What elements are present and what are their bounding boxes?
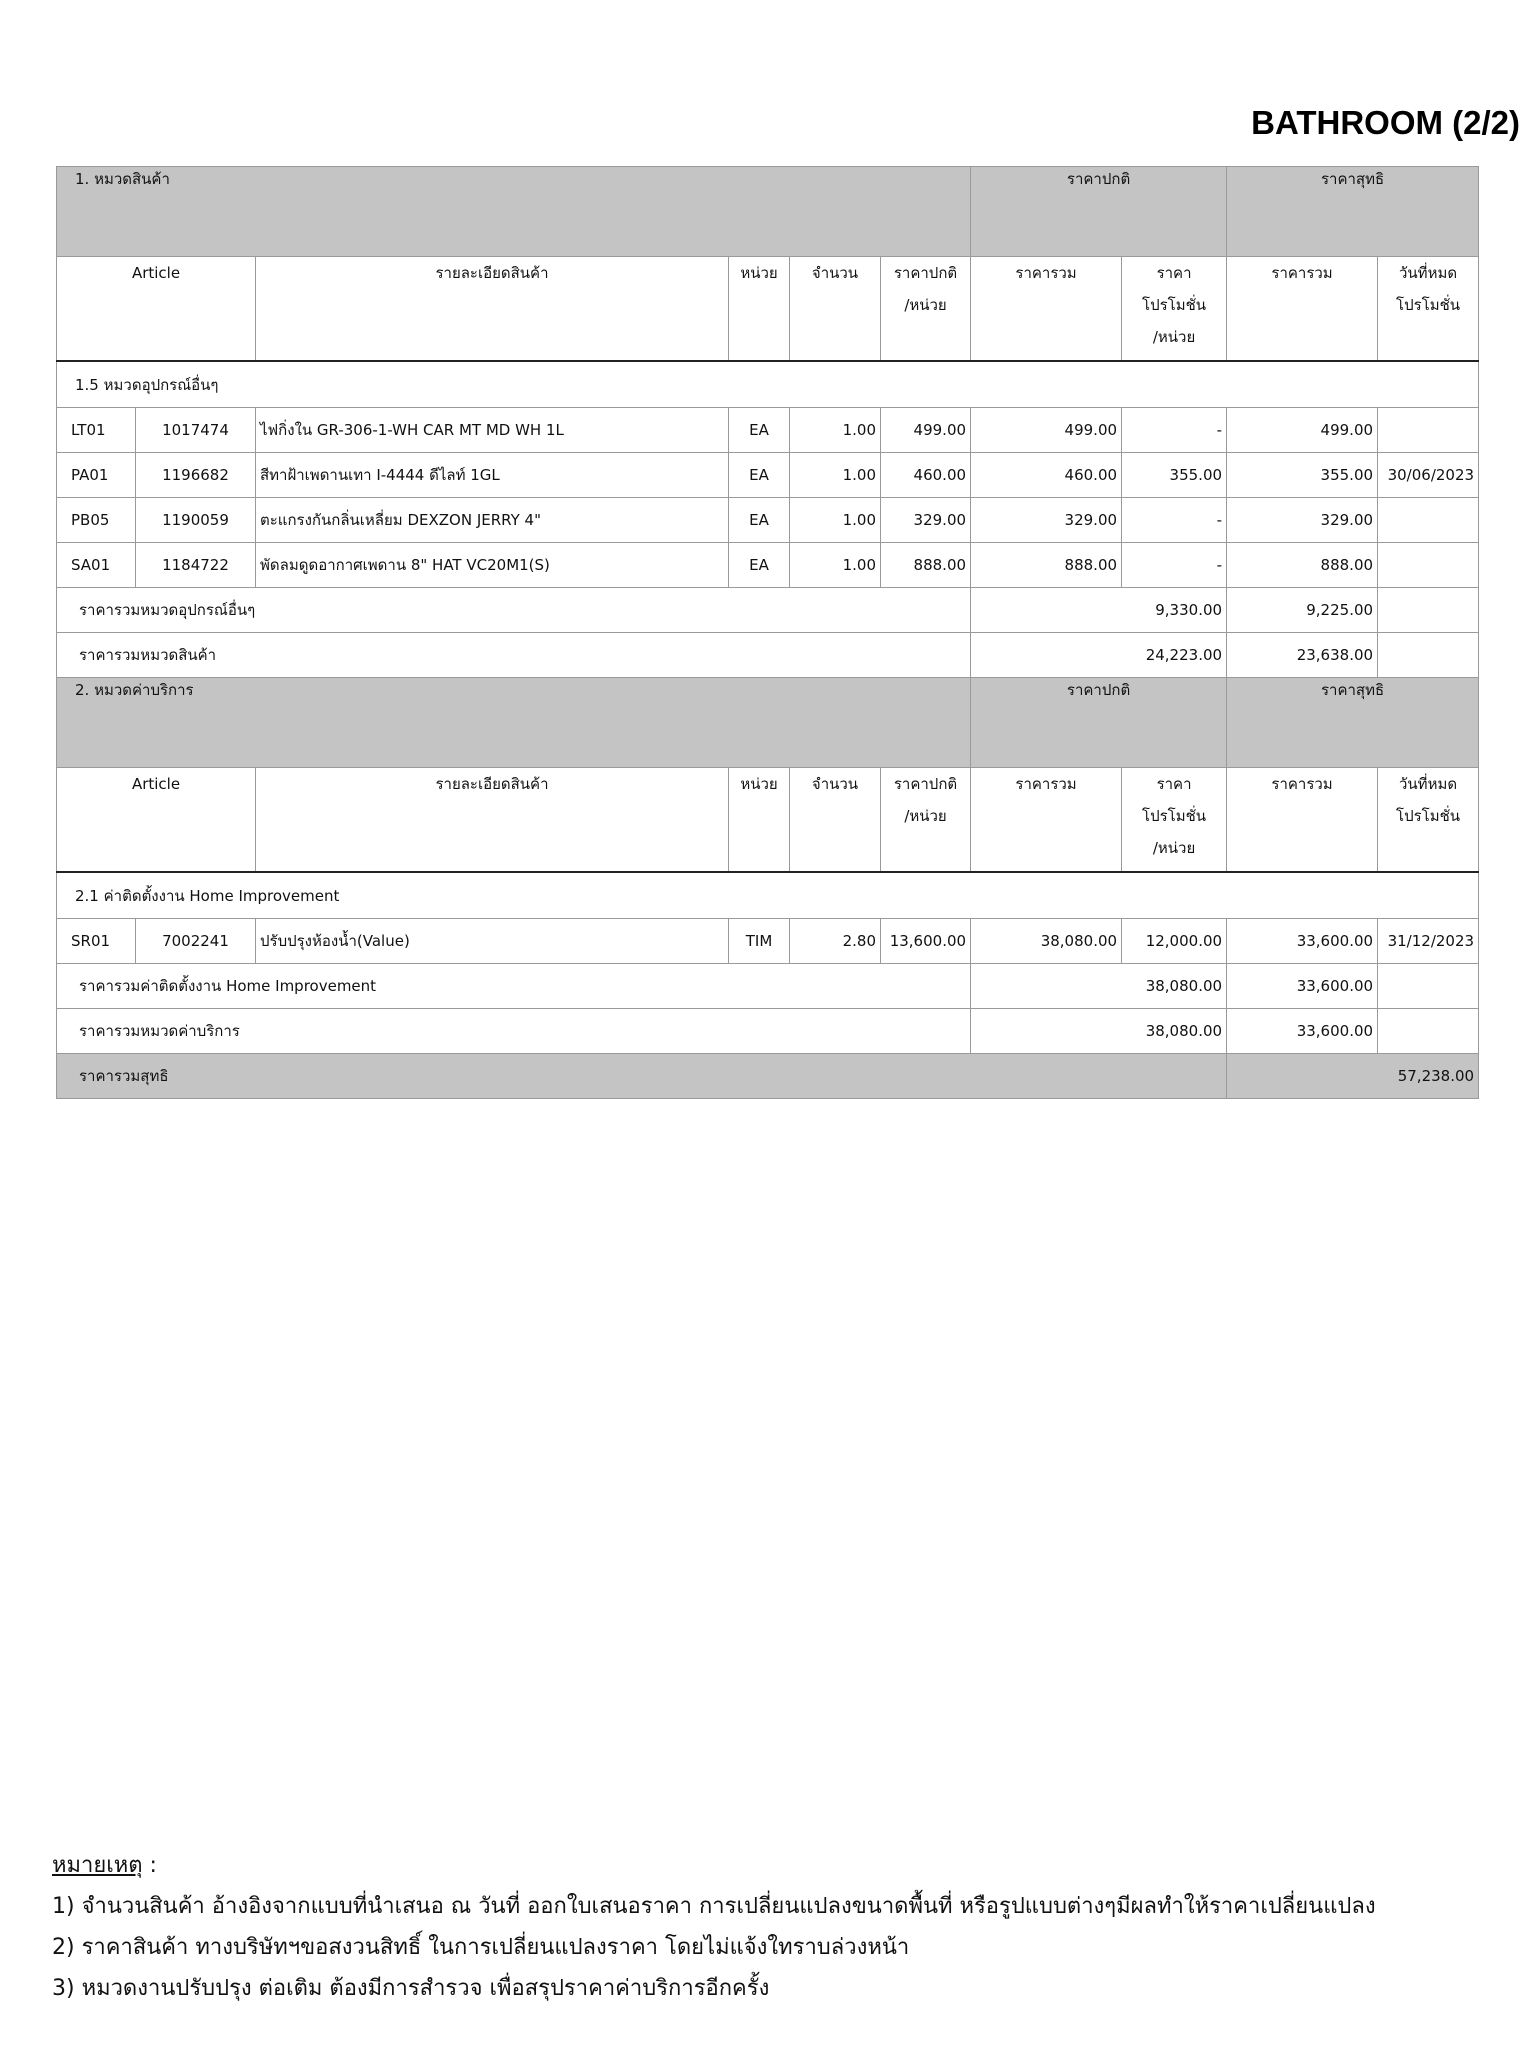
item-unit: TIM bbox=[729, 919, 790, 964]
item-code: PB05 bbox=[57, 498, 136, 543]
item-promo-price: 355.00 bbox=[1122, 453, 1227, 498]
item-code: LT01 bbox=[57, 408, 136, 453]
subtotal-net: 33,600.00 bbox=[1227, 964, 1378, 1009]
item-total: 460.00 bbox=[971, 453, 1122, 498]
item-article: 1190059 bbox=[136, 498, 256, 543]
quotation-table bbox=[56, 166, 1479, 1099]
item-promo-end bbox=[1378, 408, 1479, 453]
col-unit-price bbox=[881, 768, 971, 873]
item-unit-price: 13,600.00 bbox=[881, 919, 971, 964]
item-total: 329.00 bbox=[971, 498, 1122, 543]
col-total: ราคารวม bbox=[971, 768, 1122, 873]
item-total: 499.00 bbox=[971, 408, 1122, 453]
grand-total-value: 57,238.00 bbox=[1227, 1054, 1479, 1099]
item-description: ตะแกรงกันกลิ่นเหลี่ยม DEXZON JERRY 4" bbox=[256, 498, 729, 543]
col-promo-l2: โปรโมชั่น bbox=[1142, 296, 1207, 314]
net-price-header: ราคาสุทธิ bbox=[1227, 678, 1479, 768]
col-article: Article bbox=[57, 768, 256, 873]
col-description: รายละเอียดสินค้า bbox=[256, 768, 729, 873]
item-net-total: 499.00 bbox=[1227, 408, 1378, 453]
col-promo-end-l2: โปรโมชั่น bbox=[1396, 807, 1461, 825]
notes bbox=[52, 1845, 1512, 2009]
item-promo-price: - bbox=[1122, 408, 1227, 453]
item-promo-end: 30/06/2023 bbox=[1378, 453, 1479, 498]
net-price-header: ราคาสุทธิ bbox=[1227, 167, 1479, 257]
subtotal-label: ราคารวมค่าติดตั้งงาน Home Improvement bbox=[57, 964, 971, 1009]
category-total-row bbox=[57, 1009, 1479, 1054]
col-promo-end bbox=[1378, 257, 1479, 362]
item-total: 888.00 bbox=[971, 543, 1122, 588]
item-code: SA01 bbox=[57, 543, 136, 588]
page-title: BATHROOM (2/2) bbox=[1251, 104, 1520, 141]
col-unit-price bbox=[881, 257, 971, 362]
notes-title: หมายเหตุ bbox=[52, 1853, 143, 1878]
col-promo-end bbox=[1378, 768, 1479, 873]
col-unit-price-l2: /หน่วย bbox=[904, 296, 947, 314]
section-header bbox=[57, 678, 1479, 768]
empty-cell bbox=[1378, 633, 1479, 678]
item-article: 7002241 bbox=[136, 919, 256, 964]
col-promo-l1: ราคา bbox=[1156, 264, 1192, 282]
col-total: ราคารวม bbox=[971, 257, 1122, 362]
col-promo-end-l1: วันที่หมด bbox=[1399, 264, 1458, 282]
empty-cell bbox=[1378, 964, 1479, 1009]
col-unit-price-l1: ราคาปกติ bbox=[893, 264, 958, 282]
subtotal-label: ราคารวมหมวดอุปกรณ์อื่นๆ bbox=[57, 588, 971, 633]
item-description: ไฟกิ่งใน GR-306-1-WH CAR MT MD WH 1L bbox=[256, 408, 729, 453]
col-unit-price-l1: ราคาปกติ bbox=[893, 775, 958, 793]
col-description: รายละเอียดสินค้า bbox=[256, 257, 729, 362]
item-row bbox=[57, 453, 1479, 498]
col-net-total: ราคารวม bbox=[1227, 768, 1378, 873]
item-description: สีทาฝ้าเพดานเทา I-4444 ดีไลท์ 1GL bbox=[256, 453, 729, 498]
item-qty: 1.00 bbox=[790, 498, 881, 543]
item-net-total: 888.00 bbox=[1227, 543, 1378, 588]
grand-total-row bbox=[57, 1054, 1479, 1099]
empty-cell bbox=[1378, 588, 1479, 633]
col-promo-l3: /หน่วย bbox=[1152, 839, 1196, 857]
item-unit: EA bbox=[729, 498, 790, 543]
col-unit-price-l2: /หน่วย bbox=[904, 807, 947, 825]
item-qty: 1.00 bbox=[790, 453, 881, 498]
item-unit-price: 329.00 bbox=[881, 498, 971, 543]
section-header bbox=[57, 167, 1479, 257]
subcategory-title: 1.5 หมวดอุปกรณ์อื่นๆ bbox=[57, 361, 1479, 408]
col-promo-end-l1: วันที่หมด bbox=[1399, 775, 1458, 793]
category-total-label: ราคารวมหมวดสินค้า bbox=[57, 633, 971, 678]
section-title: 2. หมวดค่าบริการ bbox=[57, 678, 971, 768]
category-total-net: 23,638.00 bbox=[1227, 633, 1378, 678]
subtotal-row bbox=[57, 964, 1479, 1009]
subtotal-regular: 9,330.00 bbox=[971, 588, 1227, 633]
category-total-regular: 38,080.00 bbox=[971, 1009, 1227, 1054]
col-promo-price bbox=[1122, 768, 1227, 873]
item-article: 1196682 bbox=[136, 453, 256, 498]
subcategory-row bbox=[57, 872, 1479, 919]
item-code: PA01 bbox=[57, 453, 136, 498]
col-net-total: ราคารวม bbox=[1227, 257, 1378, 362]
item-row bbox=[57, 408, 1479, 453]
col-promo-price bbox=[1122, 257, 1227, 362]
regular-price-header: ราคาปกติ bbox=[971, 167, 1227, 257]
item-row bbox=[57, 498, 1479, 543]
section-title: 1. หมวดสินค้า bbox=[57, 167, 971, 257]
subtotal-net: 9,225.00 bbox=[1227, 588, 1378, 633]
item-article: 1017474 bbox=[136, 408, 256, 453]
col-qty: จำนวน bbox=[790, 257, 881, 362]
item-unit: EA bbox=[729, 408, 790, 453]
item-description: พัดลมดูดอากาศเพดาน 8" HAT VC20M1(S) bbox=[256, 543, 729, 588]
column-header-row bbox=[57, 257, 1479, 362]
item-unit-price: 460.00 bbox=[881, 453, 971, 498]
col-article: Article bbox=[57, 257, 256, 362]
item-unit-price: 888.00 bbox=[881, 543, 971, 588]
item-qty: 2.80 bbox=[790, 919, 881, 964]
item-unit: EA bbox=[729, 543, 790, 588]
subtotal-row bbox=[57, 588, 1479, 633]
category-total-row bbox=[57, 633, 1479, 678]
item-code: SR01 bbox=[57, 919, 136, 964]
col-unit: หน่วย bbox=[729, 257, 790, 362]
note-line-3: 3) หมวดงานปรับปรุง ต่อเติม ต้องมีการสำรวจ เพื่อสรุปราคาค่าบริการอีกครั้ง bbox=[52, 1976, 770, 2001]
item-unit: EA bbox=[729, 453, 790, 498]
col-promo-l3: /หน่วย bbox=[1152, 328, 1196, 346]
item-promo-price: 12,000.00 bbox=[1122, 919, 1227, 964]
subcategory-row bbox=[57, 361, 1479, 408]
item-promo-price: - bbox=[1122, 543, 1227, 588]
col-promo-l1: ราคา bbox=[1156, 775, 1192, 793]
grand-total-label: ราคารวมสุทธิ bbox=[57, 1054, 1227, 1099]
item-row bbox=[57, 543, 1479, 588]
item-qty: 1.00 bbox=[790, 408, 881, 453]
regular-price-header: ราคาปกติ bbox=[971, 678, 1227, 768]
item-unit-price: 499.00 bbox=[881, 408, 971, 453]
item-net-total: 355.00 bbox=[1227, 453, 1378, 498]
category-total-net: 33,600.00 bbox=[1227, 1009, 1378, 1054]
item-promo-price: - bbox=[1122, 498, 1227, 543]
item-net-total: 33,600.00 bbox=[1227, 919, 1378, 964]
item-net-total: 329.00 bbox=[1227, 498, 1378, 543]
item-description: ปรับปรุงห้องน้ำ(Value) bbox=[256, 919, 729, 964]
item-row bbox=[57, 919, 1479, 964]
subcategory-title: 2.1 ค่าติดตั้งงาน Home Improvement bbox=[57, 872, 1479, 919]
notes-heading bbox=[52, 1845, 1512, 1886]
category-total-label: ราคารวมหมวดค่าบริการ bbox=[57, 1009, 971, 1054]
item-total: 38,080.00 bbox=[971, 919, 1122, 964]
item-promo-end: 31/12/2023 bbox=[1378, 919, 1479, 964]
note-line-1: 1) จำนวนสินค้า อ้างอิงจากแบบที่นำเสนอ ณ วันที่ ออกใบเสนอราคา การเปลี่ยนแปลงขนาดพื้นที่ หรือรูปแบบต่างๆมีผลทำให้ราคาเปลี่ยนแปลง bbox=[52, 1894, 1376, 1919]
col-promo-l2: โปรโมชั่น bbox=[1142, 807, 1207, 825]
category-total-regular: 24,223.00 bbox=[971, 633, 1227, 678]
col-qty: จำนวน bbox=[790, 768, 881, 873]
col-unit: หน่วย bbox=[729, 768, 790, 873]
column-header-row bbox=[57, 768, 1479, 873]
item-qty: 1.00 bbox=[790, 543, 881, 588]
item-article: 1184722 bbox=[136, 543, 256, 588]
notes-colon: : bbox=[142, 1853, 157, 1878]
item-promo-end bbox=[1378, 498, 1479, 543]
note-line-2: 2) ราคาสินค้า ทางบริษัทฯขอสงวนสิทธิ์ ในการเปลี่ยนแปลงราคา โดยไม่แจ้งใทราบล่วงหน้า bbox=[52, 1935, 910, 1960]
item-promo-end bbox=[1378, 543, 1479, 588]
quotation-body bbox=[57, 167, 1479, 1099]
subtotal-regular: 38,080.00 bbox=[971, 964, 1227, 1009]
empty-cell bbox=[1378, 1009, 1479, 1054]
col-promo-end-l2: โปรโมชั่น bbox=[1396, 296, 1461, 314]
